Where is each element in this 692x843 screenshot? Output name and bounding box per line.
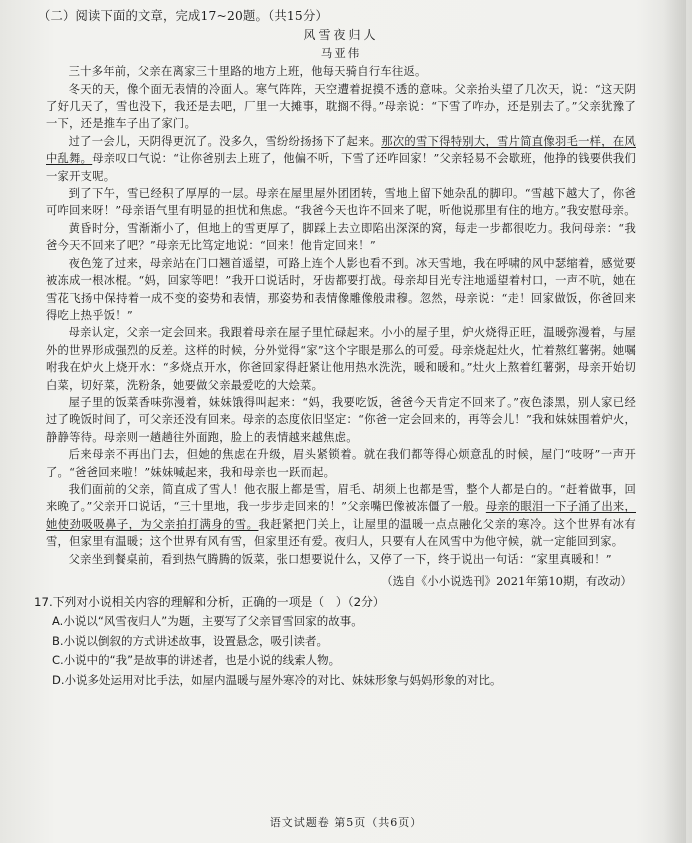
section-heading: （二）阅读下面的文章，完成17~20题。（共15分） <box>38 9 328 23</box>
story-paragraph: 夜色笼了过来，母亲站在门口翘首遥望，可路上连个人影也看不到。冰天雪地，我在呼啸的风中瑟缩着，感觉要被冻成一根冰棍。“妈，回家等吧！”我开口说话时，牙齿都要打战。母亲却目光专注地遥望着村口，一声不吭，她在雪花飞扬中保持着一成不变的姿势和表情，那姿势和表情像雕像般肃穆。忽然，母亲说：“走！回家做饭，你爸回来得吃上热乎饭！” <box>46 256 636 322</box>
page-footer: 语文试题卷 第5页（共6页） <box>269 816 423 829</box>
source-note: （选自《小小说选刊》2021年第10期，有改动） <box>381 574 632 588</box>
question-options <box>52 612 636 690</box>
question-stem: 17.下列对小说相关内容的理解和分析，正确的一项是（ ）（2分） <box>34 595 385 610</box>
story-paragraph: 冬天的天，像个面无表情的冷面人。寒气阵阵，天空遭着捉摸不透的意味。父亲抬头望了几次天，说：“这天阴了好几天了，雪也没下，我还是去吧，厂里一大摊事，耽搁不得。”母亲说：“下雪了咋办，还是别去了。”父亲犹豫了一下，还是推车子出了家门。 <box>46 82 636 131</box>
story-title: 风雪夜归人 <box>303 28 379 43</box>
story-paragraph: 到了下午，雪已经积了厚厚的一层。母亲在屋里屋外团团转，雪地上留下她杂乱的脚印。“雪越下越大了，你爸可咋回来呀！”母亲语气里有明显的担忧和焦虑。“我爸今天也许不回来了呢，听他说那里有住的地方。”我安慰母亲。 <box>46 187 636 218</box>
underlined-sentence: 那次的雪下得特别大，雪片简直像羽毛一样，在风中乱舞。 <box>46 134 636 166</box>
option-a: A.小说以“风雪夜归人”为题，主要写了父亲冒雪回家的故事。 <box>52 614 363 629</box>
story-paragraph: 我们面前的父亲，简直成了雪人！他衣服上都是雪，眉毛、胡须上也都是雪，整个人都是白的。“赶着做事，回来晚了。”父亲开口说话，“三十里地，我一步步走回来的！”父亲嘴巴像被冻僵了一般。母亲的眼泪一下子涌了出来，她使劲吸吸鼻子，为父亲拍打满身的雪。我赶紧把门关上，让屋里的温暖一点点融化父亲的寒冷。这个世界有冰有雪，但家里有温暖；这个世界有风有雪，但家里还有爱。夜归人，只要有人在风雪中为他守候，就一定能回到家。 <box>46 482 636 549</box>
option-c: C.小说中的“我”是故事的讲述者，也是小说的线索人物。 <box>52 653 341 668</box>
option-b: B.小说以倒叙的方式讲述故事，设置悬念，吸引读者。 <box>52 633 329 648</box>
story-paragraph: 后来母亲不再出门去，但她的焦虑在升级，眉头紧锁着。就在我们都等得心烦意乱的时候，屋门“吱呀”一声开了。“爸爸回来啦！”妹妹喊起来，我和母亲也一跃而起。 <box>46 448 636 479</box>
author-name: 马亚伟 <box>320 45 362 60</box>
page-content <box>34 8 636 690</box>
story-paragraph: 父亲坐到餐桌前，看到热气腾腾的饭菜，张口想要说什么，又停了一下，终于说出一句话：“家里真暖和！” <box>68 552 612 566</box>
story-paragraph: 黄昏时分，雪渐渐小了，但地上的雪更厚了，脚踩上去立即陷出深深的窝，每走一步都很吃力。我问母亲：“我爸今天不回来了吧？”母亲无比笃定地说：“回来！他肯定回来！” <box>46 221 636 253</box>
underlined-sentence: 母亲的眼泪一下子涌了出来，她使劲吸吸鼻子，为父亲拍打满身的雪。 <box>46 500 636 531</box>
story-paragraph: 屋子里的饭菜香味弥漫着，妹妹饿得叫起来：“妈，我要吃饭，爸爸今天肯定不回来了。”夜色漆黑，别人家已经过了晚饭时间了，可父亲还没有回来。母亲的态度依旧坚定：“你爸一定会回来的，再等会儿！”我和妹妹围着炉火，静静等待。母亲则一趟趟往外面跑，脸上的表情越来越焦虑。 <box>46 395 636 444</box>
scan-edge-shadow <box>664 0 686 843</box>
story-body <box>46 63 636 568</box>
story-paragraph: 过了一会儿，天阴得更沉了。没多久，雪纷纷扬扬下了起来。那次的雪下得特别大，雪片简直像羽毛一样，在风中乱舞。母亲叹口气说：“让你爸别去上班了，他偏不听，下雪了还咋回家！”父亲轻易不会歇班，他挣的钱要供我们一家开支呢。 <box>46 134 636 183</box>
story-paragraph: 三十多年前，父亲在离家三十里路的地方上班，他每天骑自行车往返。 <box>68 65 427 79</box>
story-paragraph: 母亲认定，父亲一定会回来。我跟着母亲在屋子里忙碌起来。小小的屋子里，炉火烧得正旺，温暖弥漫着，与屋外的世界形成强烈的反差。这样的时候，分外觉得“家”这个字眼是那么的可爱。母亲烧起灶火，忙着熬红薯粥。她嘱咐我在炉火上烧开水：“多烧点开水，你爸回家得赶紧让他用热水洗洗，暖和暖和。”灶火上熬着红薯粥，母亲开始切白菜，切好菜，洗粉条，她要做父亲最爱吃的大烩菜。 <box>46 326 636 392</box>
option-d: D.小说多处运用对比手法，如屋内温暖与屋外寒冷的对比、妹妹形象与妈妈形象的对比。 <box>52 672 502 687</box>
